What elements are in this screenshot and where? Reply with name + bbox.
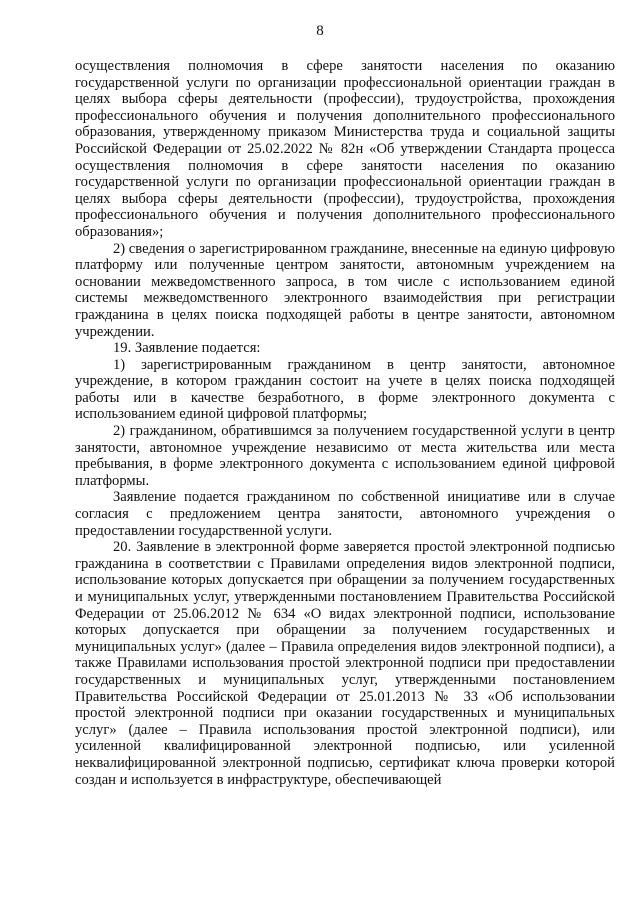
paragraph-item-2-registered-citizen-info: 2) сведения о зарегистрированном гражданине, внесенные на единую цифровую платформу или полученные центром занятости, автономным учреждением на основании межведомственного запроса, в том числе с использованием единой системы межведомственного электронного взаимодействия при регистрации гражданина в целях поиска подходящей работы в центре занятости, автономном учреждении. [75,240,615,340]
page-number: 8 [316,23,324,39]
paragraph-section-20: 20. Заявление в электронной форме заверяется простой электронной подписью гражданина в соответствии с Правилами определения видов электронной подписи, использование которых допускается при обращении за получением государственных и муниципальных услуг, утвержденными постановлением Правительства Российской Федерации от 25.06.2012 № 634 «О видах электронной подписи, использование которых допускается при обращении за получением государственных и муниципальных услуг» (далее – Правила определения видов электронной подписи), а также Правилами использования простой электронной подписи при предоставлении государственных и муниципальных услуг, утвержденными постановлением Правительства Российской Федерации от 25.01.2013 № 33 «Об использовании простой электронной подписи при оказании государственных и муниципальных услуг» (далее – Правила использования простой электронной подписи), или усиленной квалифицированной электронной подписью, или усиленной неквалифицированной электронной подписью, сертификат ключа проверки которой создан и используется в инфраструктуре, обеспечивающей [75,539,615,788]
paragraph-section-19-item-1: 1) зарегистрированным гражданином в центр занятости, автономное учреждение, в котором гражданин состоит на учете в целях поиска подходящей работы или в качестве безработного, в форме электронного документа с использованием единой цифровой платформы; [75,356,615,423]
paragraph-initiative: Заявление подается гражданином по собственной инициативе или в случае согласия с предложением центра занятости, автономного учреждения о предоставлении государственной услуги. [75,489,615,539]
paragraph-standard-continuation: осуществления полномочия в сфере занятости населения по оказанию государственной услуги по организации профессиональной ориентации граждан в целях выбора сферы деятельности (профессии), трудоустройства, прохождения профессионального обучения и получения дополнительного профессионального образования, утвержденному приказом Министерства труда и социальной защиты Российской Федерации от 25.02.2022 № 82н «Об утверждении Стандарта процесса осуществления полномочия в сфере занятости населения по оказанию государственной услуги по организации профессиональной ориентации граждан в целях выбора сферы деятельности (профессии), трудоустройства, прохождения профессионального обучения и получения дополнительного профессионального образования»; [75,58,615,240]
document-body [75,58,615,788]
paragraph-section-19-item-2: 2) гражданином, обратившимся за получением государственной услуги в центр занятости, автономное учреждение независимо от места жительства или места пребывания, в форме электронного документа с использованием единой цифровой платформы. [75,423,615,489]
paragraph-section-19-heading: 19. Заявление подается: [113,340,261,357]
